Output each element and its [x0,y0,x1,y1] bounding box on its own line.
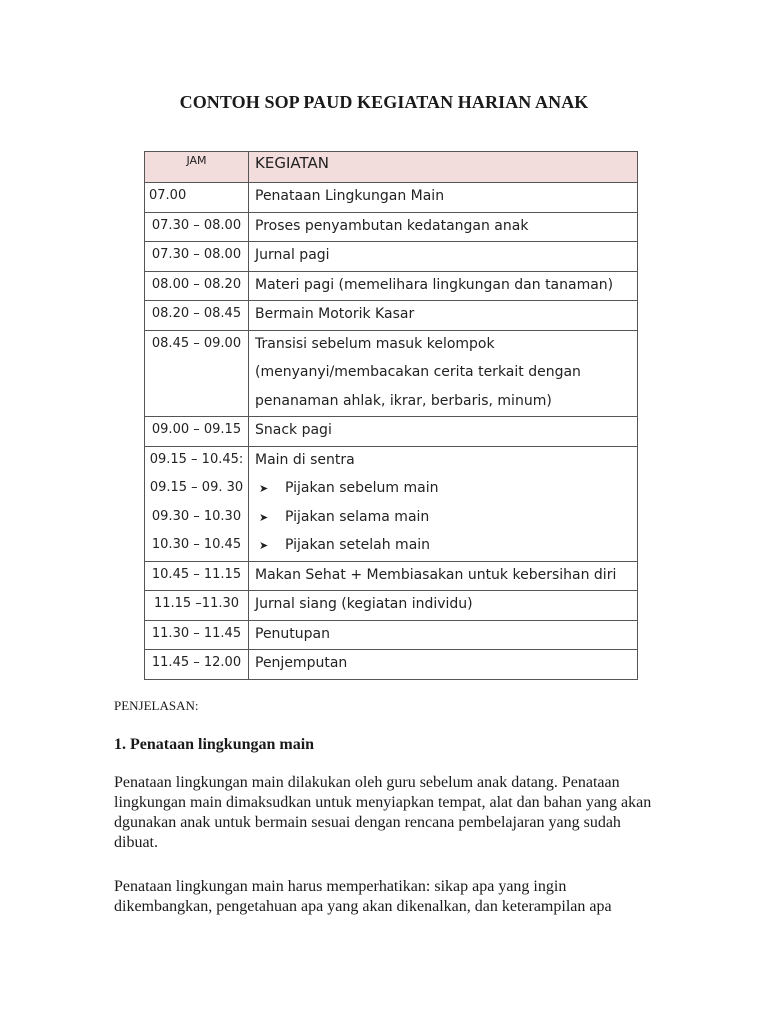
table-row [145,301,638,331]
kegiatan-text: ➤ Pijakan sebelum main [255,475,637,504]
kegiatan-text: ➤ Pijakan setelah main [255,532,637,561]
jam-text: 07.30 – 08.00 [151,217,242,233]
kegiatan-text: Transisi sebelum masuk kelompok [255,335,495,352]
jam-cell [145,301,249,331]
kegiatan-cell [249,650,638,680]
jam-cell [145,591,249,621]
table-row [145,417,638,447]
section-paragraph-1: Penataan lingkungan main dilakukan oleh guru sebelum anak datang. Penataan lingkungan main dimaksudkan untuk menyiapkan tempat, alat dan bahan yang akan dgunakan anak untuk bermain sesuai dengan rencana pembelajaran yang sudah dibuat. [114,774,652,851]
kegiatan-text: Bermain Motorik Kasar [255,306,415,322]
kegiatan-text: Penataan Lingkungan Main [255,188,445,204]
table-row [145,242,638,272]
jam-text: 08.20 – 08.45 [151,306,242,321]
kegiatan-cell [249,271,638,301]
penjelasan-label: PENJELASAN: [114,698,199,713]
jam-text: 10.45 – 11.15 [151,566,242,582]
table-header-row [145,152,638,183]
page-title: CONTOH SOP PAUD KEGIATAN HARIAN ANAK [179,92,589,112]
table-row [145,561,638,591]
jam-cell [145,650,249,680]
jam-text: 08.00 – 08.20 [151,276,242,292]
table-row [145,446,638,561]
jam-cell [145,561,249,591]
kegiatan-text: Materi pagi (memelihara lingkungan dan tanaman) [255,276,614,293]
jam-cell [145,242,249,272]
table-row [145,591,638,621]
jam-cell [145,446,249,561]
kegiatan-text: Jurnal pagi [255,247,330,263]
table-row [145,271,638,301]
kegiatan-cell [249,446,638,561]
jam-text: 08.45 – 09.00 [151,335,242,351]
kegiatan-cell [249,183,638,213]
kegiatan-cell [249,330,638,417]
kegiatan-text: Snack pagi [255,422,332,438]
table-row [145,212,638,242]
table-row [145,620,638,650]
jam-text: 07.30 – 08.00 [151,247,242,262]
kegiatan-text: Jurnal siang (kegiatan individu) [255,596,473,612]
schedule-table [144,151,638,680]
kegiatan-cell [249,417,638,447]
jam-cell [145,271,249,301]
section-heading: 1. Penataan lingkungan main [114,736,315,753]
kegiatan-text: Penjemputan [255,655,348,671]
kegiatan-cell [249,301,638,331]
kegiatan-text: Main di sentra [255,451,355,468]
jam-text: 09.15 – 10.45: [149,451,244,467]
kegiatan-text: penanaman ahlak, ikrar, berbaris, minum) [255,392,552,409]
kegiatan-text: Proses penyambutan kedatangan anak [255,217,529,234]
jam-text: 09.30 – 10.30 [151,508,242,524]
jam-text: 09.15 – 09. 30 [149,480,244,495]
kegiatan-cell [249,561,638,591]
table-row [145,650,638,680]
kegiatan-text: Makan Sehat + Membiasakan untuk kebersihan diri [255,566,617,583]
jam-cell [145,417,249,447]
jam-text: 11.15 –11.30 [153,596,240,611]
kegiatan-cell [249,242,638,272]
kegiatan-text: (menyanyi/membacakan cerita terkait dengan [255,364,581,380]
jam-text: 07.00 [149,188,187,203]
jam-cell [145,330,249,417]
kegiatan-text: ➤ Pijakan selama main [255,504,637,533]
jam-text: 11.30 – 11.45 [151,625,242,641]
table-row [145,183,638,213]
kegiatan-cell [249,212,638,242]
jam-cell [145,620,249,650]
section-paragraph-2: Penataan lingkungan main harus memperhatikan: sikap apa yang ingin dikembangkan, pengetahuan apa yang akan dikenalkan, dan keterampilan apa [114,878,612,915]
table-row [145,330,638,417]
jam-cell [145,212,249,242]
jam-text: 10.30 – 10.45 [151,537,242,552]
jam-text: 11.45 – 12.00 [151,655,242,670]
header-kegiatan: KEGIATAN [249,152,638,183]
kegiatan-cell [249,620,638,650]
header-jam: JAM [145,152,249,183]
jam-cell [145,183,249,213]
jam-text: 09.00 – 09.15 [151,422,242,437]
kegiatan-cell [249,591,638,621]
kegiatan-text: Penutupan [255,625,331,642]
